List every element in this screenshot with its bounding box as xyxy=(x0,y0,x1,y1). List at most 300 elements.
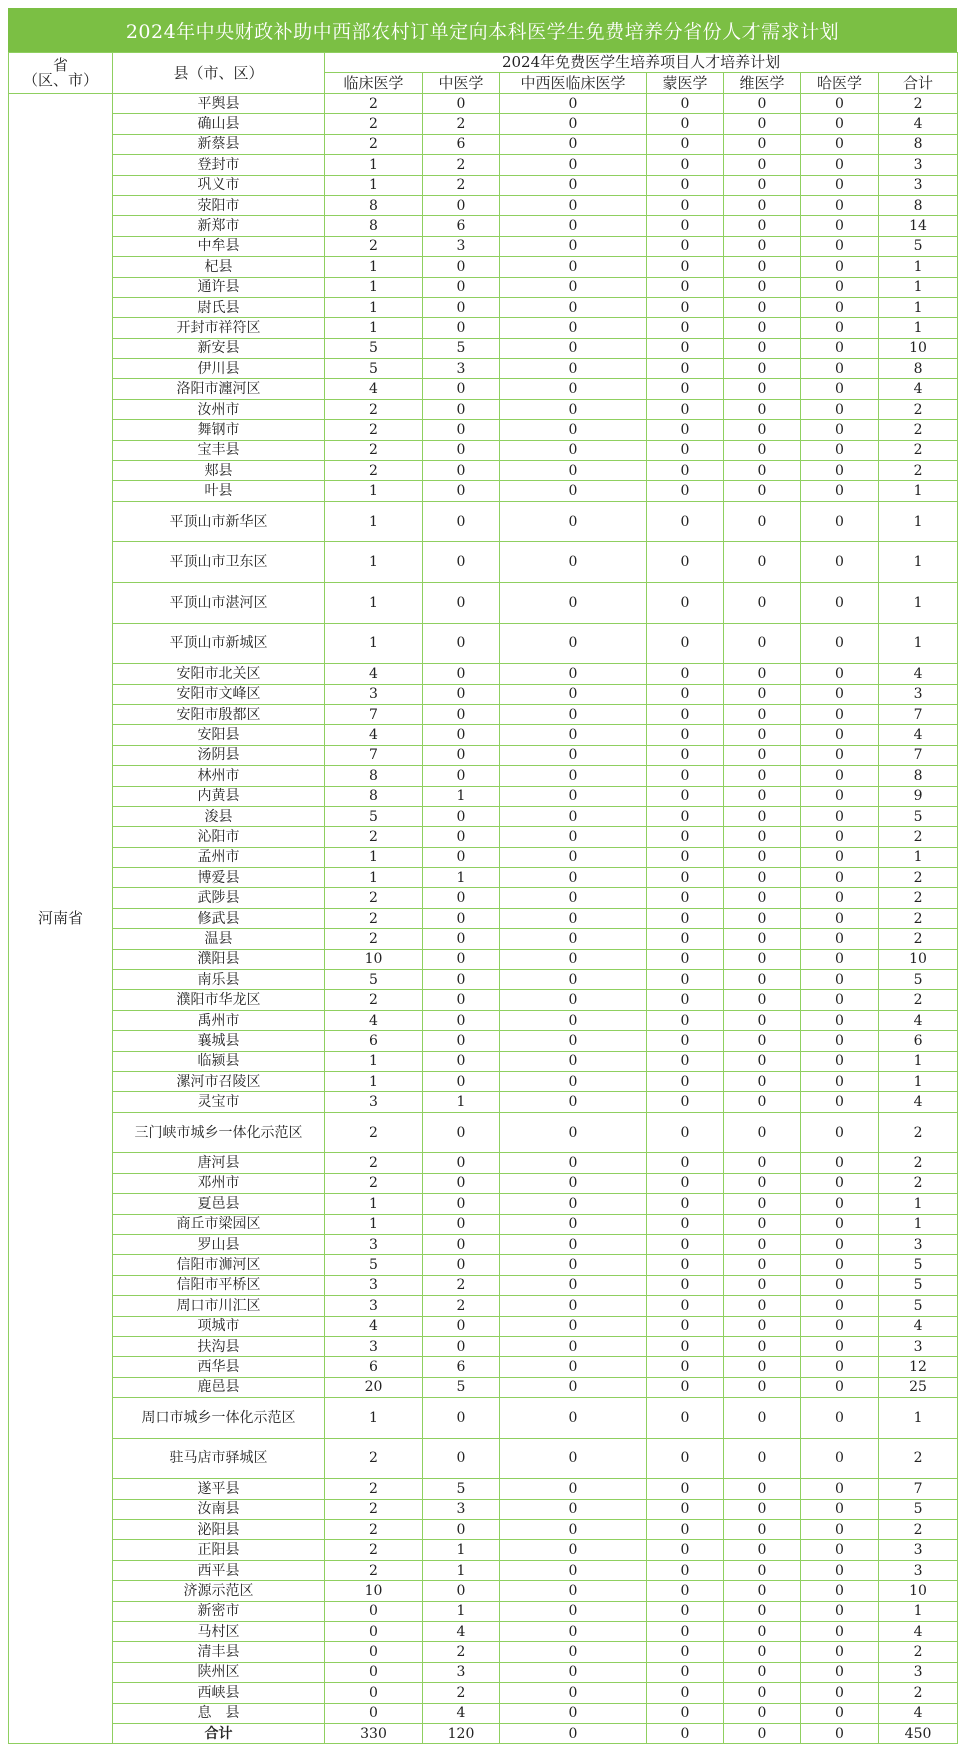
value-cell: 8 xyxy=(879,195,958,215)
value-cell: 0 xyxy=(801,94,879,114)
value-cell: 2 xyxy=(423,1296,500,1316)
value-cell: 0 xyxy=(801,684,879,704)
value-cell: 1 xyxy=(325,1214,423,1234)
value-cell: 2 xyxy=(879,94,958,114)
value-cell: 0 xyxy=(647,1214,724,1234)
county-cell: 中牟县 xyxy=(113,236,325,256)
value-cell: 0 xyxy=(801,1520,879,1540)
table-row xyxy=(9,1621,958,1641)
county-cell: 舞钢市 xyxy=(113,420,325,440)
value-cell: 0 xyxy=(801,236,879,256)
table-row xyxy=(9,1336,958,1356)
table-row xyxy=(9,990,958,1010)
value-cell: 0 xyxy=(423,806,500,826)
value-cell: 4 xyxy=(879,725,958,745)
value-cell: 0 xyxy=(647,481,724,501)
value-cell: 3 xyxy=(325,1092,423,1112)
county-header: 县（市、区） xyxy=(113,53,325,94)
county-cell: 通许县 xyxy=(113,277,325,297)
value-cell: 1 xyxy=(423,786,500,806)
value-cell: 2 xyxy=(879,1173,958,1193)
value-cell: 0 xyxy=(500,806,647,826)
value-cell: 0 xyxy=(647,1560,724,1580)
value-cell: 0 xyxy=(801,970,879,990)
value-cell: 0 xyxy=(801,257,879,277)
table-row xyxy=(9,134,958,154)
value-cell: 1 xyxy=(423,1560,500,1580)
value-cell: 0 xyxy=(500,1296,647,1316)
table-row xyxy=(9,1438,958,1479)
table-row xyxy=(9,542,958,583)
table-row xyxy=(9,1560,958,1580)
value-cell: 0 xyxy=(724,1336,801,1356)
value-cell: 0 xyxy=(423,1072,500,1092)
table-row xyxy=(9,114,958,134)
value-cell: 0 xyxy=(423,542,500,583)
value-cell: 4 xyxy=(879,1703,958,1723)
value-cell: 0 xyxy=(647,257,724,277)
value-cell: 5 xyxy=(879,1296,958,1316)
value-cell: 9 xyxy=(879,786,958,806)
total-value-cell: 330 xyxy=(325,1723,423,1743)
county-cell: 武陟县 xyxy=(113,888,325,908)
value-cell: 0 xyxy=(724,1316,801,1336)
value-cell: 0 xyxy=(647,1255,724,1275)
value-cell: 0 xyxy=(500,929,647,949)
value-cell: 2 xyxy=(879,420,958,440)
value-cell: 2 xyxy=(325,929,423,949)
table-row xyxy=(9,908,958,928)
value-cell: 2 xyxy=(879,990,958,1010)
value-cell: 3 xyxy=(879,1662,958,1682)
value-cell: 0 xyxy=(500,1255,647,1275)
value-cell: 0 xyxy=(500,399,647,419)
county-cell: 商丘市梁园区 xyxy=(113,1214,325,1234)
value-cell: 0 xyxy=(500,1683,647,1703)
table-row xyxy=(9,1398,958,1439)
value-cell: 8 xyxy=(325,195,423,215)
value-cell: 0 xyxy=(647,1601,724,1621)
value-cell: 1 xyxy=(423,1540,500,1560)
value-cell: 0 xyxy=(423,1010,500,1030)
value-cell: 0 xyxy=(423,684,500,704)
value-cell: 0 xyxy=(801,195,879,215)
value-cell: 0 xyxy=(647,399,724,419)
value-cell: 0 xyxy=(325,1601,423,1621)
value-cell: 0 xyxy=(500,1499,647,1519)
table-row xyxy=(9,623,958,664)
value-cell: 0 xyxy=(423,461,500,481)
value-cell: 0 xyxy=(724,1112,801,1153)
value-cell: 0 xyxy=(724,94,801,114)
county-cell: 登封市 xyxy=(113,155,325,175)
table-row xyxy=(9,1275,958,1295)
table-row xyxy=(9,664,958,684)
value-cell: 0 xyxy=(647,908,724,928)
value-cell: 0 xyxy=(500,338,647,358)
value-cell: 0 xyxy=(724,929,801,949)
value-cell: 1 xyxy=(423,1601,500,1621)
value-cell: 0 xyxy=(647,542,724,583)
county-cell: 三门峡市城乡一体化示范区 xyxy=(113,1112,325,1153)
table-row xyxy=(9,1683,958,1703)
county-cell: 新蔡县 xyxy=(113,134,325,154)
value-cell: 0 xyxy=(647,379,724,399)
province-header-line1: 省 xyxy=(52,56,68,74)
value-cell: 4 xyxy=(879,664,958,684)
value-cell: 3 xyxy=(879,684,958,704)
value-cell: 5 xyxy=(325,970,423,990)
value-cell: 2 xyxy=(325,1438,423,1479)
value-cell: 8 xyxy=(879,766,958,786)
value-cell: 1 xyxy=(879,297,958,317)
county-cell: 西华县 xyxy=(113,1357,325,1377)
value-cell: 0 xyxy=(724,1357,801,1377)
value-cell: 0 xyxy=(647,195,724,215)
value-cell: 0 xyxy=(647,1398,724,1439)
table-row xyxy=(9,338,958,358)
value-cell: 0 xyxy=(724,1194,801,1214)
value-cell: 0 xyxy=(801,1214,879,1234)
value-cell: 1 xyxy=(325,1051,423,1071)
table-row xyxy=(9,1601,958,1621)
value-cell: 1 xyxy=(879,501,958,542)
value-cell: 14 xyxy=(879,216,958,236)
value-cell: 0 xyxy=(724,257,801,277)
value-cell: 0 xyxy=(325,1621,423,1641)
value-cell: 0 xyxy=(801,1377,879,1397)
county-cell: 遂平县 xyxy=(113,1479,325,1499)
value-cell: 0 xyxy=(724,379,801,399)
table-row xyxy=(9,1051,958,1071)
value-cell: 0 xyxy=(724,440,801,460)
value-cell: 7 xyxy=(879,745,958,765)
county-cell: 罗山县 xyxy=(113,1234,325,1254)
value-cell: 3 xyxy=(325,1296,423,1316)
value-cell: 7 xyxy=(879,704,958,724)
value-cell: 0 xyxy=(801,1398,879,1439)
value-cell: 0 xyxy=(801,1194,879,1214)
value-cell: 10 xyxy=(879,949,958,969)
value-cell: 0 xyxy=(647,745,724,765)
value-cell: 2 xyxy=(879,827,958,847)
value-cell: 3 xyxy=(423,236,500,256)
plan-table-container xyxy=(8,8,957,1744)
talent-plan-table xyxy=(8,52,958,1744)
county-cell: 修武县 xyxy=(113,908,325,928)
value-cell: 0 xyxy=(724,1255,801,1275)
county-cell: 马村区 xyxy=(113,1621,325,1641)
value-cell: 0 xyxy=(724,1173,801,1193)
value-cell: 2 xyxy=(879,1642,958,1662)
value-cell: 0 xyxy=(647,929,724,949)
value-cell: 0 xyxy=(801,1275,879,1295)
value-cell: 0 xyxy=(500,1601,647,1621)
value-cell: 0 xyxy=(801,338,879,358)
value-cell: 0 xyxy=(325,1703,423,1723)
value-cell: 0 xyxy=(801,134,879,154)
table-row xyxy=(9,195,958,215)
value-cell: 0 xyxy=(423,277,500,297)
value-cell: 0 xyxy=(423,501,500,542)
value-cell: 0 xyxy=(724,1214,801,1234)
value-cell: 2 xyxy=(879,1683,958,1703)
value-cell: 0 xyxy=(423,1336,500,1356)
value-cell: 0 xyxy=(647,94,724,114)
value-cell: 0 xyxy=(724,583,801,624)
county-cell: 汝南县 xyxy=(113,1499,325,1519)
value-cell: 0 xyxy=(647,440,724,460)
value-cell: 0 xyxy=(801,1601,879,1621)
value-cell: 0 xyxy=(724,970,801,990)
value-cell: 0 xyxy=(500,440,647,460)
county-cell: 濮阳县 xyxy=(113,949,325,969)
value-cell: 2 xyxy=(423,175,500,195)
value-cell: 0 xyxy=(647,1010,724,1030)
value-cell: 0 xyxy=(801,1357,879,1377)
value-cell: 0 xyxy=(647,684,724,704)
table-row xyxy=(9,725,958,745)
value-cell: 2 xyxy=(879,399,958,419)
value-cell: 0 xyxy=(801,216,879,236)
value-cell: 2 xyxy=(879,908,958,928)
value-cell: 0 xyxy=(724,1051,801,1071)
table-row xyxy=(9,297,958,317)
value-cell: 0 xyxy=(500,1092,647,1112)
value-cell: 3 xyxy=(879,1234,958,1254)
value-cell: 0 xyxy=(724,1031,801,1051)
county-cell: 内黄县 xyxy=(113,786,325,806)
value-cell: 0 xyxy=(801,1621,879,1641)
value-cell: 0 xyxy=(724,766,801,786)
value-cell: 4 xyxy=(325,1316,423,1336)
value-cell: 2 xyxy=(879,440,958,460)
value-cell: 1 xyxy=(423,1092,500,1112)
county-cell: 安阳市文峰区 xyxy=(113,684,325,704)
county-cell: 正阳县 xyxy=(113,1540,325,1560)
value-cell: 0 xyxy=(423,318,500,338)
value-cell: 0 xyxy=(724,1398,801,1439)
value-cell: 8 xyxy=(325,216,423,236)
table-row xyxy=(9,868,958,888)
table-row xyxy=(9,481,958,501)
value-cell: 0 xyxy=(801,542,879,583)
value-cell: 0 xyxy=(647,1234,724,1254)
table-row xyxy=(9,1296,958,1316)
value-cell: 2 xyxy=(423,114,500,134)
value-cell: 0 xyxy=(801,888,879,908)
value-cell: 0 xyxy=(801,461,879,481)
value-cell: 0 xyxy=(647,1194,724,1214)
value-cell: 1 xyxy=(879,257,958,277)
value-cell: 5 xyxy=(879,806,958,826)
county-cell: 宝丰县 xyxy=(113,440,325,460)
county-cell: 新安县 xyxy=(113,338,325,358)
value-cell: 0 xyxy=(724,1275,801,1295)
table-row xyxy=(9,1194,958,1214)
value-cell: 6 xyxy=(423,216,500,236)
value-cell: 7 xyxy=(325,704,423,724)
value-cell: 0 xyxy=(724,1683,801,1703)
value-cell: 0 xyxy=(724,1662,801,1682)
value-cell: 0 xyxy=(423,1438,500,1479)
value-cell: 1 xyxy=(879,1214,958,1234)
value-cell: 5 xyxy=(325,338,423,358)
table-row xyxy=(9,1092,958,1112)
county-cell: 巩义市 xyxy=(113,175,325,195)
value-cell: 0 xyxy=(500,745,647,765)
table-row xyxy=(9,1072,958,1092)
value-cell: 0 xyxy=(647,1438,724,1479)
value-cell: 0 xyxy=(801,1173,879,1193)
value-cell: 1 xyxy=(325,481,423,501)
value-cell: 10 xyxy=(325,949,423,969)
value-cell: 4 xyxy=(423,1703,500,1723)
value-cell: 2 xyxy=(325,1173,423,1193)
value-cell: 0 xyxy=(500,1560,647,1580)
value-cell: 0 xyxy=(801,847,879,867)
value-cell: 0 xyxy=(724,1092,801,1112)
value-cell: 0 xyxy=(801,1255,879,1275)
value-cell: 0 xyxy=(801,1560,879,1580)
county-cell: 新密市 xyxy=(113,1601,325,1621)
value-cell: 0 xyxy=(801,297,879,317)
total-value-cell: 0 xyxy=(724,1723,801,1743)
value-cell: 0 xyxy=(423,1031,500,1051)
county-cell: 南乐县 xyxy=(113,970,325,990)
value-cell: 0 xyxy=(500,1642,647,1662)
value-cell: 0 xyxy=(500,1662,647,1682)
value-cell: 0 xyxy=(801,1336,879,1356)
value-cell: 0 xyxy=(724,461,801,481)
value-cell: 0 xyxy=(500,684,647,704)
value-cell: 0 xyxy=(724,297,801,317)
value-cell: 3 xyxy=(325,1336,423,1356)
value-cell: 0 xyxy=(801,623,879,664)
value-cell: 6 xyxy=(423,1357,500,1377)
value-cell: 0 xyxy=(500,1031,647,1051)
value-cell: 0 xyxy=(647,704,724,724)
value-cell: 0 xyxy=(500,1194,647,1214)
table-row xyxy=(9,583,958,624)
value-cell: 0 xyxy=(724,908,801,928)
value-cell: 2 xyxy=(325,1540,423,1560)
value-cell: 1 xyxy=(325,868,423,888)
value-cell: 3 xyxy=(423,359,500,379)
value-cell: 0 xyxy=(801,1051,879,1071)
value-cell: 0 xyxy=(724,1601,801,1621)
value-cell: 0 xyxy=(801,155,879,175)
value-cell: 1 xyxy=(325,155,423,175)
value-cell: 0 xyxy=(423,440,500,460)
value-cell: 0 xyxy=(423,1214,500,1234)
value-cell: 0 xyxy=(500,297,647,317)
table-row xyxy=(9,949,958,969)
value-cell: 0 xyxy=(500,1234,647,1254)
table-row xyxy=(9,1703,958,1723)
county-cell: 鹿邑县 xyxy=(113,1377,325,1397)
value-cell: 1 xyxy=(879,1051,958,1071)
county-cell: 开封市祥符区 xyxy=(113,318,325,338)
value-cell: 0 xyxy=(647,1051,724,1071)
county-cell: 灵宝市 xyxy=(113,1092,325,1112)
value-cell: 0 xyxy=(647,1703,724,1723)
total-value-cell: 0 xyxy=(647,1723,724,1743)
table-row xyxy=(9,1153,958,1173)
value-cell: 0 xyxy=(500,623,647,664)
county-cell: 襄城县 xyxy=(113,1031,325,1051)
table-row xyxy=(9,1357,958,1377)
value-cell: 3 xyxy=(423,1662,500,1682)
value-cell: 0 xyxy=(423,664,500,684)
value-cell: 4 xyxy=(325,379,423,399)
value-cell: 10 xyxy=(325,1581,423,1601)
county-cell: 漯河市召陵区 xyxy=(113,1072,325,1092)
value-cell: 0 xyxy=(647,359,724,379)
value-cell: 0 xyxy=(500,318,647,338)
value-cell: 0 xyxy=(801,868,879,888)
value-cell: 3 xyxy=(325,1275,423,1295)
county-cell: 禹州市 xyxy=(113,1010,325,1030)
value-cell: 0 xyxy=(647,1031,724,1051)
county-cell: 西峡县 xyxy=(113,1683,325,1703)
value-cell: 1 xyxy=(325,175,423,195)
value-cell: 0 xyxy=(647,1662,724,1682)
value-cell: 0 xyxy=(724,1642,801,1662)
county-cell: 临颍县 xyxy=(113,1051,325,1071)
value-cell: 0 xyxy=(724,359,801,379)
county-cell: 荥阳市 xyxy=(113,195,325,215)
value-cell: 0 xyxy=(500,1072,647,1092)
value-cell: 0 xyxy=(724,868,801,888)
table-row xyxy=(9,1316,958,1336)
value-cell: 0 xyxy=(647,1499,724,1519)
value-cell: 0 xyxy=(500,1153,647,1173)
value-cell: 2 xyxy=(325,1479,423,1499)
value-cell: 0 xyxy=(724,847,801,867)
value-cell: 1 xyxy=(879,1072,958,1092)
value-cell: 0 xyxy=(647,1316,724,1336)
value-cell: 0 xyxy=(801,1092,879,1112)
value-cell: 3 xyxy=(879,175,958,195)
county-cell: 濮阳市华龙区 xyxy=(113,990,325,1010)
value-cell: 2 xyxy=(325,236,423,256)
table-row xyxy=(9,94,958,114)
value-cell: 0 xyxy=(724,318,801,338)
county-cell: 项城市 xyxy=(113,1316,325,1336)
value-cell: 1 xyxy=(879,847,958,867)
value-cell: 4 xyxy=(879,1316,958,1336)
table-row xyxy=(9,359,958,379)
value-cell: 0 xyxy=(801,1683,879,1703)
value-cell: 0 xyxy=(647,725,724,745)
county-cell: 夏邑县 xyxy=(113,1194,325,1214)
value-cell: 1 xyxy=(325,623,423,664)
province-header-line2: （区、市） xyxy=(22,71,98,89)
county-cell: 洛阳市瀍河区 xyxy=(113,379,325,399)
value-cell: 0 xyxy=(647,806,724,826)
table-row xyxy=(9,399,958,419)
table-row xyxy=(9,236,958,256)
value-cell: 0 xyxy=(801,766,879,786)
value-cell: 0 xyxy=(724,481,801,501)
value-cell: 0 xyxy=(500,827,647,847)
value-cell: 2 xyxy=(325,134,423,154)
value-cell: 0 xyxy=(647,1072,724,1092)
value-cell: 5 xyxy=(325,806,423,826)
value-cell: 0 xyxy=(724,664,801,684)
value-cell: 0 xyxy=(724,134,801,154)
